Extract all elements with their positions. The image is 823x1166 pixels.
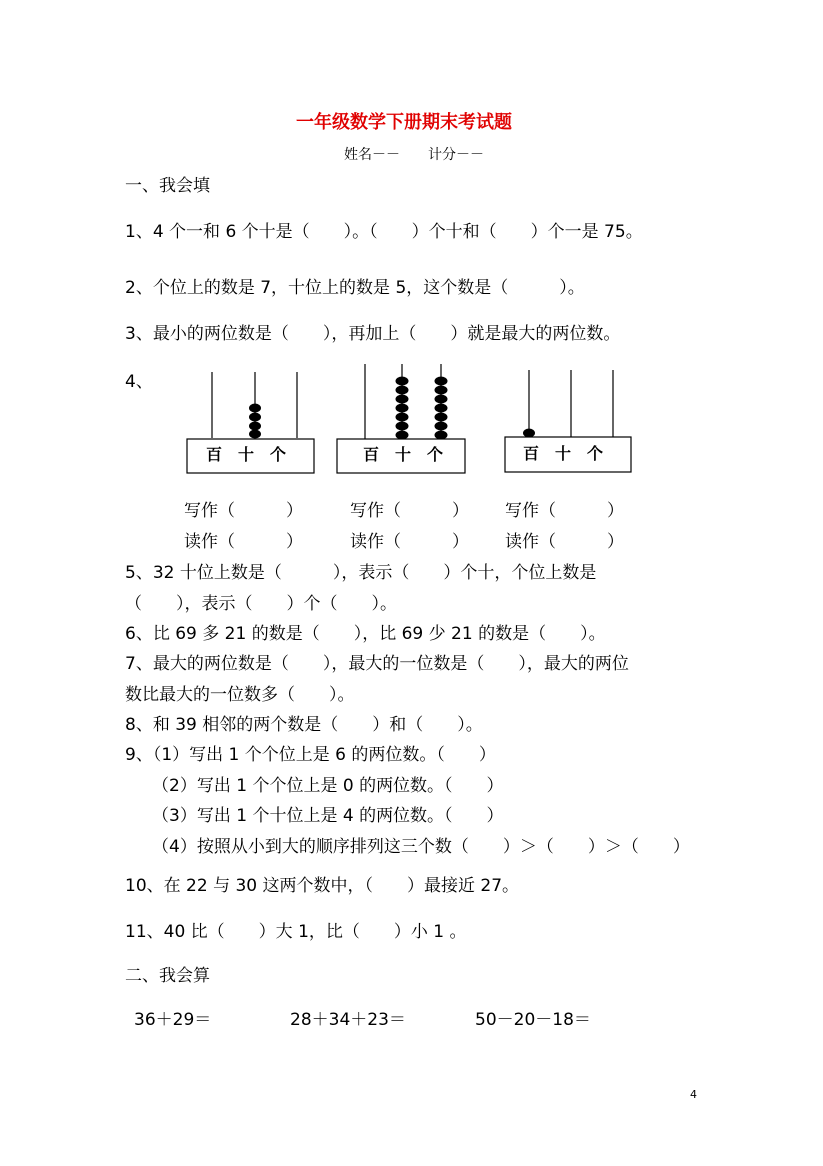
bead <box>435 404 448 413</box>
bead <box>396 395 409 404</box>
bead <box>396 404 409 413</box>
question-9-part-4: （4）按照从小到大的顺序排列这三个数（ ）＞（ ）＞（ ） <box>152 837 690 857</box>
calc-problem-2: 28＋34＋23＝ <box>290 1010 406 1030</box>
page-number: 4 <box>690 1088 697 1101</box>
bead <box>396 422 409 431</box>
abacus-1 <box>186 370 316 479</box>
abacus-1-read: 读作（ ） <box>184 532 303 552</box>
bead <box>435 386 448 395</box>
abacus-1-write: 写作（ ） <box>184 501 303 521</box>
bead <box>249 422 261 431</box>
question-2: 2、个位上的数是 7，十位上的数是 5，这个数是（ ）。 <box>125 278 585 298</box>
abacus-2-write: 写作（ ） <box>350 501 469 521</box>
calc-problem-1: 36＋29＝ <box>134 1010 212 1030</box>
bead <box>435 413 448 422</box>
question-9-part-3: （3）写出 1 个十位上是 4 的两位数。（ ） <box>152 806 504 826</box>
bead <box>396 386 409 395</box>
bead <box>396 431 409 440</box>
bead <box>396 413 409 422</box>
abacus-2-read: 读作（ ） <box>350 532 469 552</box>
question-10: 10、在 22 与 30 这两个数中，（ ）最接近 27。 <box>125 876 520 896</box>
bead <box>435 377 448 386</box>
abacus-3-read: 读作（ ） <box>505 532 624 552</box>
abacus-2-place-label: 百 十 个 <box>363 445 444 464</box>
bead <box>249 413 261 422</box>
question-3: 3、最小的两位数是（ ），再加上（ ）就是最大的两位数。 <box>125 324 621 344</box>
abacus-1-place-label: 百 十 个 <box>206 445 287 464</box>
bead <box>435 422 448 431</box>
question-5-line-1: 5、32 十位上数是（ ），表示（ ）个十，个位上数是 <box>125 563 597 583</box>
section-2-heading: 二、我会算 <box>125 966 210 986</box>
question-9-part-2: （2）写出 1 个个位上是 0 的两位数。（ ） <box>152 776 504 796</box>
abacus-3 <box>504 368 634 478</box>
calc-problem-3: 50－20－18＝ <box>475 1010 591 1030</box>
bead <box>523 429 535 438</box>
name-score-line: 姓名－－ 计分－－ <box>344 147 484 163</box>
bead <box>435 431 448 440</box>
question-4-number: 4、 <box>125 372 153 392</box>
abacus-3-write: 写作（ ） <box>505 501 624 521</box>
bead <box>396 377 409 386</box>
section-1-heading: 一、我会填 <box>125 176 210 196</box>
question-7-line-2: 数比最大的一位数多（ ）。 <box>125 685 355 705</box>
bead <box>249 404 261 413</box>
bead <box>435 395 448 404</box>
abacus-2 <box>336 362 468 479</box>
abacus-3-place-label: 百 十 个 <box>523 444 604 463</box>
question-7-line-1: 7、最大的两位数是（ ），最大的一位数是（ ），最大的两位 <box>125 654 629 674</box>
question-8: 8、和 39 相邻的两个数是（ ）和（ ）。 <box>125 715 483 735</box>
question-11: 11、40 比（ ）大 1，比（ ）小 1 。 <box>125 922 467 942</box>
question-9-part-1: 9、（1）写出 1 个个位上是 6 的两位数。（ ） <box>125 745 496 765</box>
question-1: 1、4 个一和 6 个十是（ ）。（ ）个十和（ ）个一是 75。 <box>125 222 643 242</box>
bead <box>249 430 261 439</box>
question-5-line-2: （ ），表示（ ）个（ ）。 <box>125 594 397 614</box>
question-6: 6、比 69 多 21 的数是（ ），比 69 少 21 的数是（ ）。 <box>125 624 606 644</box>
exam-title: 一年级数学下册期末考试题 <box>296 112 512 133</box>
